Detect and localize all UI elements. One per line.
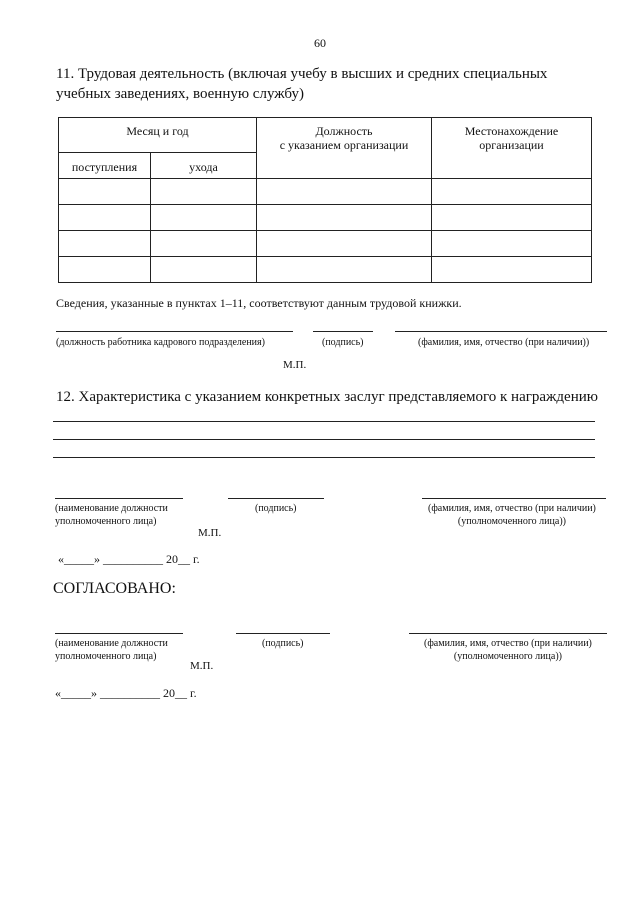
header-position-line2: с указанием организации bbox=[279, 138, 409, 152]
official-position-label-line2: уполномоченного лица) bbox=[55, 516, 157, 527]
table-row bbox=[59, 231, 592, 257]
official-fio-line[interactable] bbox=[409, 633, 607, 634]
employment-table bbox=[58, 117, 592, 283]
hr-position-label: (должность работника кадрового подразделения) bbox=[56, 337, 265, 348]
header-start: поступления bbox=[59, 153, 151, 179]
characteristic-line[interactable] bbox=[53, 457, 595, 458]
official-signature-label: (подпись) bbox=[262, 638, 304, 649]
header-month-year: Месяц и год bbox=[59, 118, 257, 153]
table-cell[interactable] bbox=[151, 231, 257, 257]
official-fio-label-line1: (фамилия, имя, отчество (при наличии) bbox=[424, 638, 592, 649]
table-row bbox=[59, 257, 592, 283]
table-cell[interactable] bbox=[59, 257, 151, 283]
hr-signature-line[interactable] bbox=[313, 331, 373, 332]
date-line[interactable]: «_____» __________ 20__ г. bbox=[58, 552, 200, 566]
official-position-label bbox=[55, 637, 168, 663]
table-cell[interactable] bbox=[151, 257, 257, 283]
date-line[interactable]: «_____» __________ 20__ г. bbox=[55, 686, 197, 700]
official-fio-label bbox=[428, 502, 596, 528]
official-fio-label bbox=[424, 637, 592, 663]
table-cell[interactable] bbox=[59, 231, 151, 257]
table-cell[interactable] bbox=[432, 205, 592, 231]
official-position-label-line1: (наименование должности bbox=[55, 638, 168, 649]
table-row bbox=[59, 205, 592, 231]
table-cell[interactable] bbox=[432, 179, 592, 205]
official-position-label-line1: (наименование должности bbox=[55, 503, 168, 514]
table-cell[interactable] bbox=[257, 231, 432, 257]
agreed-title: СОГЛАСОВАНО: bbox=[53, 580, 176, 597]
hr-fio-line[interactable] bbox=[395, 331, 607, 332]
header-location bbox=[432, 118, 592, 179]
table-cell[interactable] bbox=[151, 205, 257, 231]
hr-fio-label: (фамилия, имя, отчество (при наличии)) bbox=[418, 337, 590, 348]
confirmation-text: Сведения, указанные в пунктах 1–11, соответствуют данным трудовой книжки. bbox=[56, 296, 462, 310]
characteristic-line[interactable] bbox=[53, 439, 595, 440]
official-position-label-line2: уполномоченного лица) bbox=[55, 651, 157, 662]
official-signature-label: (подпись) bbox=[255, 503, 297, 514]
table-cell[interactable] bbox=[59, 179, 151, 205]
official-fio-label-line2: (уполномоченного лица)) bbox=[453, 651, 562, 662]
table-cell[interactable] bbox=[151, 179, 257, 205]
official-position-line[interactable] bbox=[55, 633, 183, 634]
stamp-mark: М.П. bbox=[190, 660, 214, 672]
hr-signature-label: (подпись) bbox=[322, 337, 364, 348]
section-11-title-line1: 11. Трудовая деятельность (включая учебу в высших и средних специальных bbox=[56, 66, 548, 82]
official-signature-line[interactable] bbox=[236, 633, 330, 634]
official-fio-label-line1: (фамилия, имя, отчество (при наличии) bbox=[428, 503, 596, 514]
header-position bbox=[257, 118, 432, 179]
section-12-title: 12. Характеристика с указанием конкретных заслуг представляемого к награждению bbox=[56, 389, 598, 405]
stamp-mark: М.П. bbox=[198, 527, 222, 539]
header-location-line1: Местонахождение bbox=[464, 124, 559, 138]
section-11-title bbox=[56, 64, 576, 104]
official-position-label bbox=[55, 502, 168, 528]
table-cell[interactable] bbox=[257, 179, 432, 205]
stamp-mark: М.П. bbox=[283, 359, 307, 371]
hr-position-line[interactable] bbox=[56, 331, 293, 332]
page-number: 60 bbox=[314, 36, 326, 50]
table-cell[interactable] bbox=[257, 205, 432, 231]
official-signature-line[interactable] bbox=[228, 498, 324, 499]
header-location-line2: организации bbox=[479, 138, 544, 152]
table-cell[interactable] bbox=[432, 257, 592, 283]
official-fio-line[interactable] bbox=[422, 498, 606, 499]
official-position-line[interactable] bbox=[55, 498, 183, 499]
header-position-line1: Должность bbox=[315, 124, 373, 138]
header-end: ухода bbox=[151, 153, 257, 179]
table-cell[interactable] bbox=[432, 231, 592, 257]
characteristic-line[interactable] bbox=[53, 421, 595, 422]
table-cell[interactable] bbox=[257, 257, 432, 283]
section-11-title-line2: учебных заведениях, военную службу) bbox=[56, 86, 304, 102]
table-row bbox=[59, 179, 592, 205]
table-cell[interactable] bbox=[59, 205, 151, 231]
official-fio-label-line2: (уполномоченного лица)) bbox=[457, 516, 566, 527]
